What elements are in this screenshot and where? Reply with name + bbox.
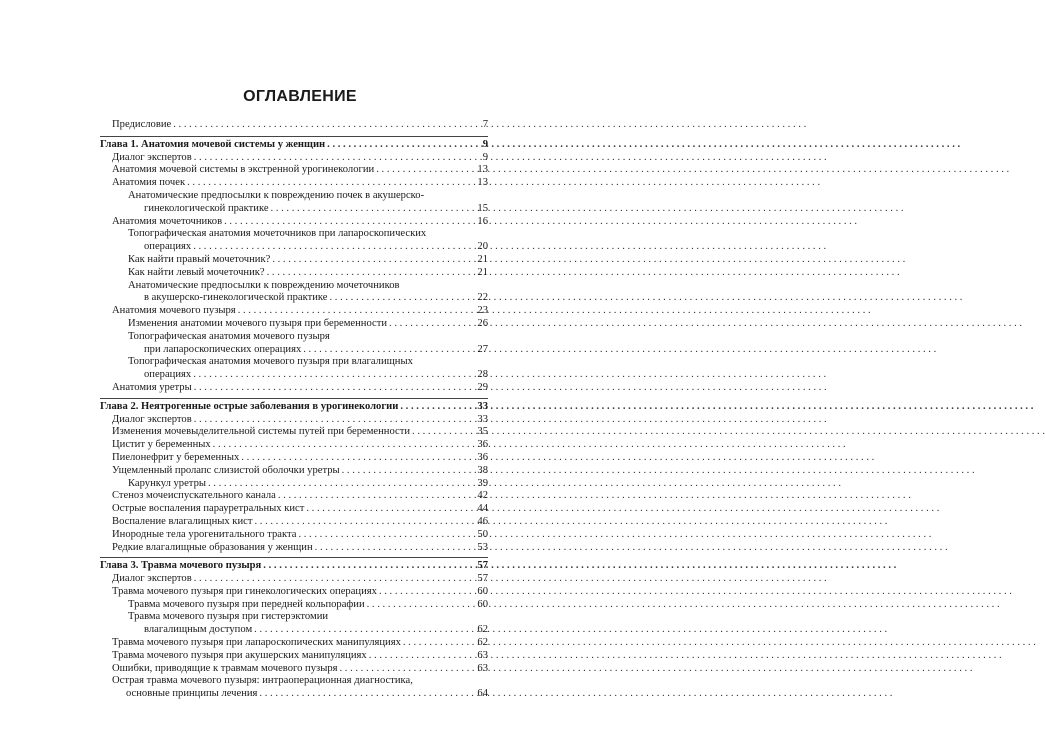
- toc-entry-continuation: [100, 624, 488, 637]
- toc-page-number: 60: [477, 585, 488, 597]
- toc-page-number: 63: [477, 649, 488, 661]
- leader-dots: [224, 216, 475, 229]
- toc-entry-text-line2: основные принципы лечения: [126, 688, 258, 700]
- toc-entry-text: Ошибки, приводящие к травмам мочевого пузыря: [112, 662, 338, 674]
- leader-dots: [369, 650, 476, 663]
- toc-chapter-3[interactable]: [100, 557, 488, 573]
- leader-dots: [389, 318, 475, 331]
- toc-entry-text: Изменения мочевыделительной системы путей при беременности: [112, 426, 411, 438]
- toc-entry-text: Редкие влагалищные образования у женщин: [112, 541, 313, 553]
- toc-page-number: 15: [477, 202, 488, 214]
- toc-page-number: 36: [477, 439, 488, 451]
- toc-entry-text-line1: Топографическая анатомия мочевого пузыря при влагалищных: [128, 356, 413, 368]
- toc-entry-text-line1: Острая травма мочевого пузыря: интраоперационная диагностика,: [112, 675, 413, 687]
- toc-entry[interactable]: [100, 516, 488, 529]
- toc-entry[interactable]: [100, 331, 488, 357]
- leader-dots: [259, 688, 475, 701]
- toc-entry[interactable]: [100, 305, 488, 318]
- toc-entry[interactable]: [100, 318, 488, 331]
- toc-page-number: 33: [477, 400, 488, 412]
- toc-entry-text: Диалог экспертов: [112, 413, 192, 425]
- toc-entry-text: Травма мочевого пузыря при акушерских манипуляциях: [112, 649, 367, 661]
- leader-dots: [367, 599, 476, 612]
- leader-dots: [263, 560, 475, 573]
- leader-dots: [278, 490, 476, 503]
- toc-entry-text: Острые воспаления парауретральных кист: [112, 503, 305, 515]
- toc-entry-text-line2: в акушерско-гинекологической практике: [144, 292, 328, 304]
- toc-page-number: 29: [477, 381, 488, 393]
- toc-entry-text: Инородные тела урогенитального тракта: [112, 528, 297, 540]
- toc-entry[interactable]: [100, 267, 488, 280]
- leader-dots: [241, 452, 475, 465]
- toc-page-number: 38: [477, 464, 488, 476]
- toc-entry[interactable]: [100, 356, 488, 382]
- toc-entry-text-line1: Анатомические предпосылки к повреждению почек в акушерско-: [128, 189, 425, 201]
- toc-entry-continuation: [100, 241, 488, 254]
- toc-entry-text: Карункул уретры: [128, 477, 206, 489]
- leader-dots: [193, 241, 475, 254]
- toc-page-number: 27: [477, 343, 488, 355]
- leader-dots: [303, 344, 475, 357]
- toc-entry-text: Анатомия мочевой системы в экстренной урогинекологии: [112, 164, 375, 176]
- toc-page-number: 28: [477, 369, 488, 381]
- chapter-title: Глава 3. Травма мочевого пузыря: [100, 560, 262, 572]
- leader-dots: [267, 267, 476, 280]
- leader-dots: [208, 478, 475, 491]
- toc-entry-text: Анатомия мочевого пузыря: [112, 305, 236, 317]
- toc-entry-text: Травма мочевого пузыря при гинекологических операциях: [112, 585, 377, 597]
- leader-dots: [412, 426, 475, 439]
- leader-dots: [254, 516, 475, 529]
- toc-entry-text-line1: Травма мочевого пузыря при гистерэктомии: [128, 611, 329, 623]
- toc-entry-continuation: [100, 203, 488, 216]
- leader-dots: [298, 529, 475, 542]
- toc-page-number: 64: [477, 688, 488, 700]
- toc-page-number: 21: [477, 266, 488, 278]
- toc-entry[interactable]: [100, 190, 488, 216]
- leader-dots: [187, 177, 475, 190]
- toc-page-number: 63: [477, 662, 488, 674]
- toc-page-number: 36: [477, 451, 488, 463]
- toc-page-number: 62: [477, 637, 488, 649]
- toc-entry[interactable]: [100, 216, 488, 229]
- toc-entry-continuation: [100, 688, 488, 701]
- toc-entry[interactable]: [100, 439, 488, 452]
- toc-page-number: 23: [477, 305, 488, 317]
- toc-entry-text: Ущемленный пролапс слизистой оболочки уретры: [112, 464, 340, 476]
- toc-entry-text-line2: при лапароскопических операциях: [144, 343, 302, 355]
- toc-entry-text-line2: операциях: [144, 369, 192, 381]
- toc-entry[interactable]: [100, 637, 488, 650]
- toc-entry[interactable]: [100, 663, 488, 676]
- leader-dots: [238, 305, 476, 318]
- toc-page-number: 57: [477, 560, 488, 572]
- toc-page-number: 21: [477, 253, 488, 265]
- toc-entry[interactable]: [100, 177, 488, 190]
- leader-dots: [173, 119, 480, 132]
- toc-entry-text: Анатомия почек: [112, 177, 186, 189]
- toc-page-number: 50: [477, 528, 488, 540]
- toc-entry-text-line1: Анатомические предпосылки к повреждению мочеточников: [128, 279, 400, 291]
- leader-dots: [254, 624, 475, 637]
- toc-page-number: 16: [477, 215, 488, 227]
- leader-dots: [403, 637, 476, 650]
- toc-entry[interactable]: [100, 573, 488, 586]
- toc-entry-text: Цистит у беременных: [112, 439, 211, 451]
- toc-entry[interactable]: [100, 542, 488, 555]
- toc-entry[interactable]: [100, 611, 488, 637]
- toc-page-number: 22: [477, 292, 488, 304]
- toc-entry[interactable]: [100, 490, 488, 503]
- leader-dots: [271, 203, 476, 216]
- toc-page-number: 26: [477, 317, 488, 329]
- toc-entry[interactable]: [100, 503, 488, 516]
- toc-page-number: 35: [477, 426, 488, 438]
- toc-entry-text: Воспаление влагалищных кист: [112, 515, 253, 527]
- toc-entry[interactable]: [100, 228, 488, 254]
- toc-page-number: 46: [477, 515, 488, 527]
- toc-page-number: 33: [477, 413, 488, 425]
- toc-entry-text-line2: влагалищным доступом: [144, 624, 253, 636]
- toc-entry-text: Травма мочевого пузыря при передней кольпорафии: [128, 598, 365, 610]
- toc-entry-text: Анатомия уретры: [112, 381, 192, 393]
- toc-entry[interactable]: [100, 675, 488, 701]
- toc-page-number: 39: [477, 477, 488, 489]
- toc-entry-continuation: [100, 369, 488, 382]
- toc-page-number: 62: [477, 624, 488, 636]
- toc-entry[interactable]: [100, 164, 488, 177]
- toc-entry[interactable]: [100, 452, 488, 465]
- toc-entry[interactable]: [100, 478, 488, 491]
- leader-dots: [194, 414, 476, 427]
- toc-entry[interactable]: [100, 599, 488, 612]
- toc-page-number: 53: [477, 541, 488, 553]
- chapter-title: Глава 1. Анатомия мочевой системы у женщин: [100, 138, 326, 150]
- toc-entry-text: Как найти правый мочеточник?: [128, 253, 271, 265]
- toc-page-number: 20: [477, 241, 488, 253]
- toc-entry-text: Травма мочевого пузыря при лапароскопических манипуляциях: [112, 637, 401, 649]
- leader-dots: [193, 369, 475, 382]
- toc-entry-text-line1: Топографическая анатомия мочеточников при лапароскопических: [128, 228, 427, 240]
- leader-dots: [342, 465, 476, 478]
- leader-dots: [194, 573, 476, 586]
- leader-dots: [339, 663, 475, 676]
- leader-dots: [213, 439, 476, 452]
- toc-entry-text: Анатомия мочеточников: [112, 215, 223, 227]
- leader-dots: [306, 503, 475, 516]
- toc-entry-text: Изменения анатомии мочевого пузыря при беременности: [128, 317, 388, 329]
- toc-entry[interactable]: [100, 529, 488, 542]
- toc-page-number: 60: [477, 598, 488, 610]
- toc-entry-text: Пиелонефрит у беременных: [112, 451, 240, 463]
- leader-dots: [272, 254, 475, 267]
- toc-entry[interactable]: [100, 382, 488, 395]
- leader-dots: [327, 139, 481, 152]
- toc-entry-text: Диалог экспертов: [112, 151, 192, 163]
- toc-chapter-1[interactable]: [100, 136, 488, 152]
- toc-entry[interactable]: [100, 280, 488, 306]
- toc-page-number: 57: [477, 573, 488, 585]
- toc-entry[interactable]: [100, 586, 488, 599]
- toc-entry-continuation: [100, 292, 488, 305]
- leader-dots: [379, 586, 475, 599]
- leader-dots: [329, 292, 475, 305]
- chapter-title: Глава 2. Неятрогенные острые заболевания в урогинекологии: [100, 400, 399, 412]
- page-title: ОГЛАВЛЕНИЕ: [243, 88, 357, 105]
- toc-entry-text-line2: гинекологической практике: [144, 202, 269, 214]
- toc-entry-text: Предисловие: [112, 119, 172, 130]
- toc-entry[interactable]: [100, 254, 488, 267]
- toc-page-number: 7: [482, 119, 488, 130]
- toc-entry[interactable]: [100, 465, 488, 478]
- leader-dots: [315, 542, 476, 555]
- toc-page-number: 13: [477, 164, 488, 176]
- toc-entry-continuation: [100, 344, 488, 357]
- toc-entry[interactable]: [100, 650, 488, 663]
- toc-entry[interactable]: [100, 414, 488, 427]
- toc-entry-text-line2: операциях: [144, 241, 192, 253]
- toc-chapter-2[interactable]: [100, 398, 488, 414]
- toc-entry-text: Диалог экспертов: [112, 573, 192, 585]
- toc-page-number: 44: [477, 503, 488, 515]
- leader-dots: [194, 152, 481, 165]
- toc-entry[interactable]: [100, 152, 488, 165]
- leader-dots: [400, 401, 475, 414]
- leader-dots: [376, 164, 475, 177]
- table-of-contents: [100, 119, 488, 701]
- leader-dots: [194, 382, 476, 395]
- toc-entry-text-line1: Топографическая анатомия мочевого пузыря: [128, 330, 330, 342]
- toc-entry-text: Стеноз мочеиспускательного канала: [112, 490, 276, 502]
- toc-page-number: 9: [482, 151, 488, 163]
- toc-page-number: 42: [477, 490, 488, 502]
- toc-page-number: 13: [477, 177, 488, 189]
- toc-page-number: 9: [482, 138, 488, 150]
- toc-entry-text: Как найти левый мочеточник?: [128, 266, 265, 278]
- toc-entry[interactable]: [100, 426, 488, 439]
- toc-entry-preface[interactable]: [100, 119, 488, 132]
